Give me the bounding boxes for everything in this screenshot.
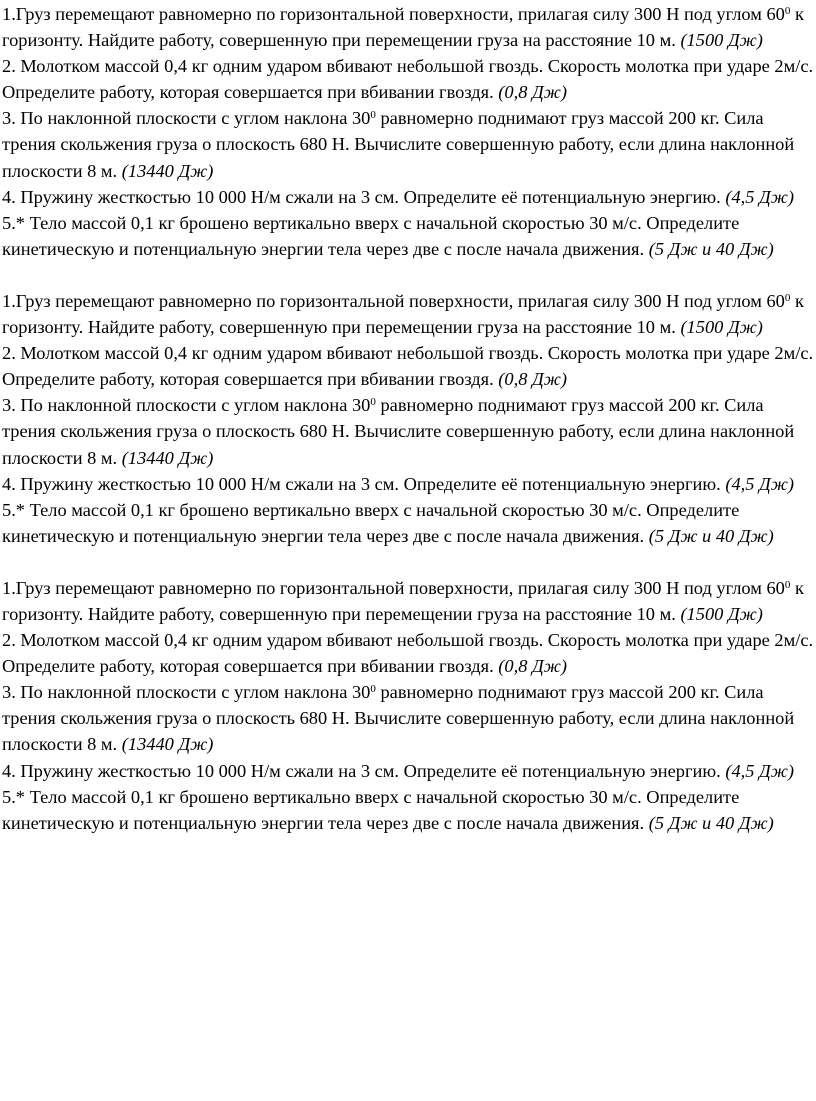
problem-2 bbox=[2, 53, 814, 105]
problem-set-2 bbox=[2, 288, 814, 549]
problem-2-text: 2. Молотком массой 0,4 кг одним ударом вбивают небольшой гвоздь. Скорость молотка при ударе 2м/с. Определите работу, которая совершается при вбивании гвоздя. bbox=[2, 630, 814, 677]
problem-4 bbox=[2, 184, 814, 210]
problem-4-text: 4. Пружину жесткостью 10 000 Н/м сжали на 3 см. Определите её потенциальную энергию. bbox=[2, 186, 726, 207]
problem-2 bbox=[2, 340, 814, 392]
problem-2-answer: (0,8 Дж) bbox=[498, 369, 567, 390]
problem-1 bbox=[2, 288, 814, 340]
problem-5-text: 5.* Тело массой 0,1 кг брошено вертикально вверх с начальной скоростью 30 м/с. Определите кинетическую и потенциальную энергии тела через две с после начала движения. bbox=[2, 212, 740, 259]
problem-1-answer: (1500 Дж) bbox=[680, 30, 763, 51]
problem-5-answer: (5 Дж и 40 Дж) bbox=[648, 525, 774, 546]
problem-2-text: 2. Молотком массой 0,4 кг одним ударом вбивают небольшой гвоздь. Скорость молотка при ударе 2м/с. Определите работу, которая совершается при вбивании гвоздя. bbox=[2, 343, 814, 390]
problem-5 bbox=[2, 210, 814, 262]
degree-superscript: 0 bbox=[370, 109, 376, 122]
problem-5-text: 5.* Тело массой 0,1 кг брошено вертикально вверх с начальной скоростью 30 м/с. Определите кинетическую и потенциальную энергии тела через две с после начала движения. bbox=[2, 786, 740, 833]
problem-1-text-a: 1.Груз перемещают равномерно по горизонтальной поверхности, прилагая силу 300 Н под углом 60 bbox=[2, 4, 785, 24]
problem-3-text-b: равномерно поднимают груз массой 200 кг. Сила трения скольжения груза о плоскость 680 Н. Вычислите совершенную работу, если длина наклонной плоскости 8 м. bbox=[2, 108, 795, 181]
problem-1-text-b: к горизонту. Найдите работу, совершенную при перемещении груза на расстояние 10 м. bbox=[2, 290, 804, 338]
problem-5-text: 5.* Тело массой 0,1 кг брошено вертикально вверх с начальной скоростью 30 м/с. Определите кинетическую и потенциальную энергии тела через две с после начала движения. bbox=[2, 499, 740, 546]
problem-1-answer: (1500 Дж) bbox=[680, 317, 763, 338]
problem-3-answer: (13440 Дж) bbox=[121, 160, 214, 181]
problem-3 bbox=[2, 105, 814, 183]
degree-superscript: 0 bbox=[784, 578, 791, 591]
problem-4-answer: (4,5 Дж) bbox=[725, 186, 794, 207]
problem-4-answer: (4,5 Дж) bbox=[725, 473, 794, 494]
problem-1-text-a: 1.Груз перемещают равномерно по горизонтальной поверхности, прилагая силу 300 Н под углом 60 bbox=[2, 577, 785, 598]
problem-3-text-a: 3. По наклонной плоскости с углом наклона 30 bbox=[2, 682, 371, 703]
problem-2-answer: (0,8 Дж) bbox=[498, 82, 567, 103]
problem-4-text: 4. Пружину жесткостью 10 000 Н/м сжали на 3 см. Определите её потенциальную энергию. bbox=[2, 473, 726, 494]
problem-3-text-b: равномерно поднимают груз массой 200 кг. Сила трения скольжения груза о плоскость 680 Н. Вычислите совершенную работу, если длина наклонной плоскости 8 м. bbox=[2, 682, 795, 755]
problem-3 bbox=[2, 392, 814, 470]
problem-3-text-a: 3. По наклонной плоскости с углом наклона 30 bbox=[2, 108, 371, 129]
problem-1 bbox=[2, 1, 814, 53]
degree-superscript: 0 bbox=[370, 396, 376, 409]
problem-4-text: 4. Пружину жесткостью 10 000 Н/м сжали на 3 см. Определите её потенциальную энергию. bbox=[2, 760, 726, 781]
problem-3-text-b: равномерно поднимают груз массой 200 кг. Сила трения скольжения груза о плоскость 680 Н. Вычислите совершенную работу, если длина наклонной плоскости 8 м. bbox=[2, 395, 795, 468]
problem-1-text-b: к горизонту. Найдите работу, совершенную при перемещении груза на расстояние 10 м. bbox=[2, 4, 804, 51]
problem-1-text-a: 1.Груз перемещают равномерно по горизонтальной поверхности, прилагая силу 300 Н под углом 60 bbox=[2, 290, 785, 311]
problem-5 bbox=[2, 784, 814, 836]
problem-2-text: 2. Молотком массой 0,4 кг одним ударом вбивают небольшой гвоздь. Скорость молотка при ударе 2м/с. Определите работу, которая совершается при вбивании гвоздя. bbox=[2, 56, 814, 103]
problem-3-text-a: 3. По наклонной плоскости с углом наклона 30 bbox=[2, 395, 371, 416]
problem-4-answer: (4,5 Дж) bbox=[725, 760, 794, 781]
problem-4 bbox=[2, 471, 814, 497]
problem-set-1 bbox=[2, 1, 814, 262]
problem-4 bbox=[2, 758, 814, 784]
problem-set-3 bbox=[2, 575, 814, 836]
problem-5-answer: (5 Дж и 40 Дж) bbox=[648, 238, 774, 259]
degree-superscript: 0 bbox=[370, 683, 376, 696]
degree-superscript: 0 bbox=[784, 5, 791, 17]
problem-2-answer: (0,8 Дж) bbox=[498, 656, 567, 677]
degree-superscript: 0 bbox=[784, 291, 791, 304]
problem-1 bbox=[2, 575, 814, 627]
problem-3 bbox=[2, 679, 814, 757]
problem-3-answer: (13440 Дж) bbox=[121, 447, 214, 468]
problem-3-answer: (13440 Дж) bbox=[121, 734, 214, 755]
problem-1-answer: (1500 Дж) bbox=[680, 603, 763, 624]
problem-5 bbox=[2, 497, 814, 549]
problem-2 bbox=[2, 627, 814, 679]
problem-1-text-b: к горизонту. Найдите работу, совершенную при перемещении груза на расстояние 10 м. bbox=[2, 577, 804, 624]
problem-5-answer: (5 Дж и 40 Дж) bbox=[648, 812, 774, 833]
